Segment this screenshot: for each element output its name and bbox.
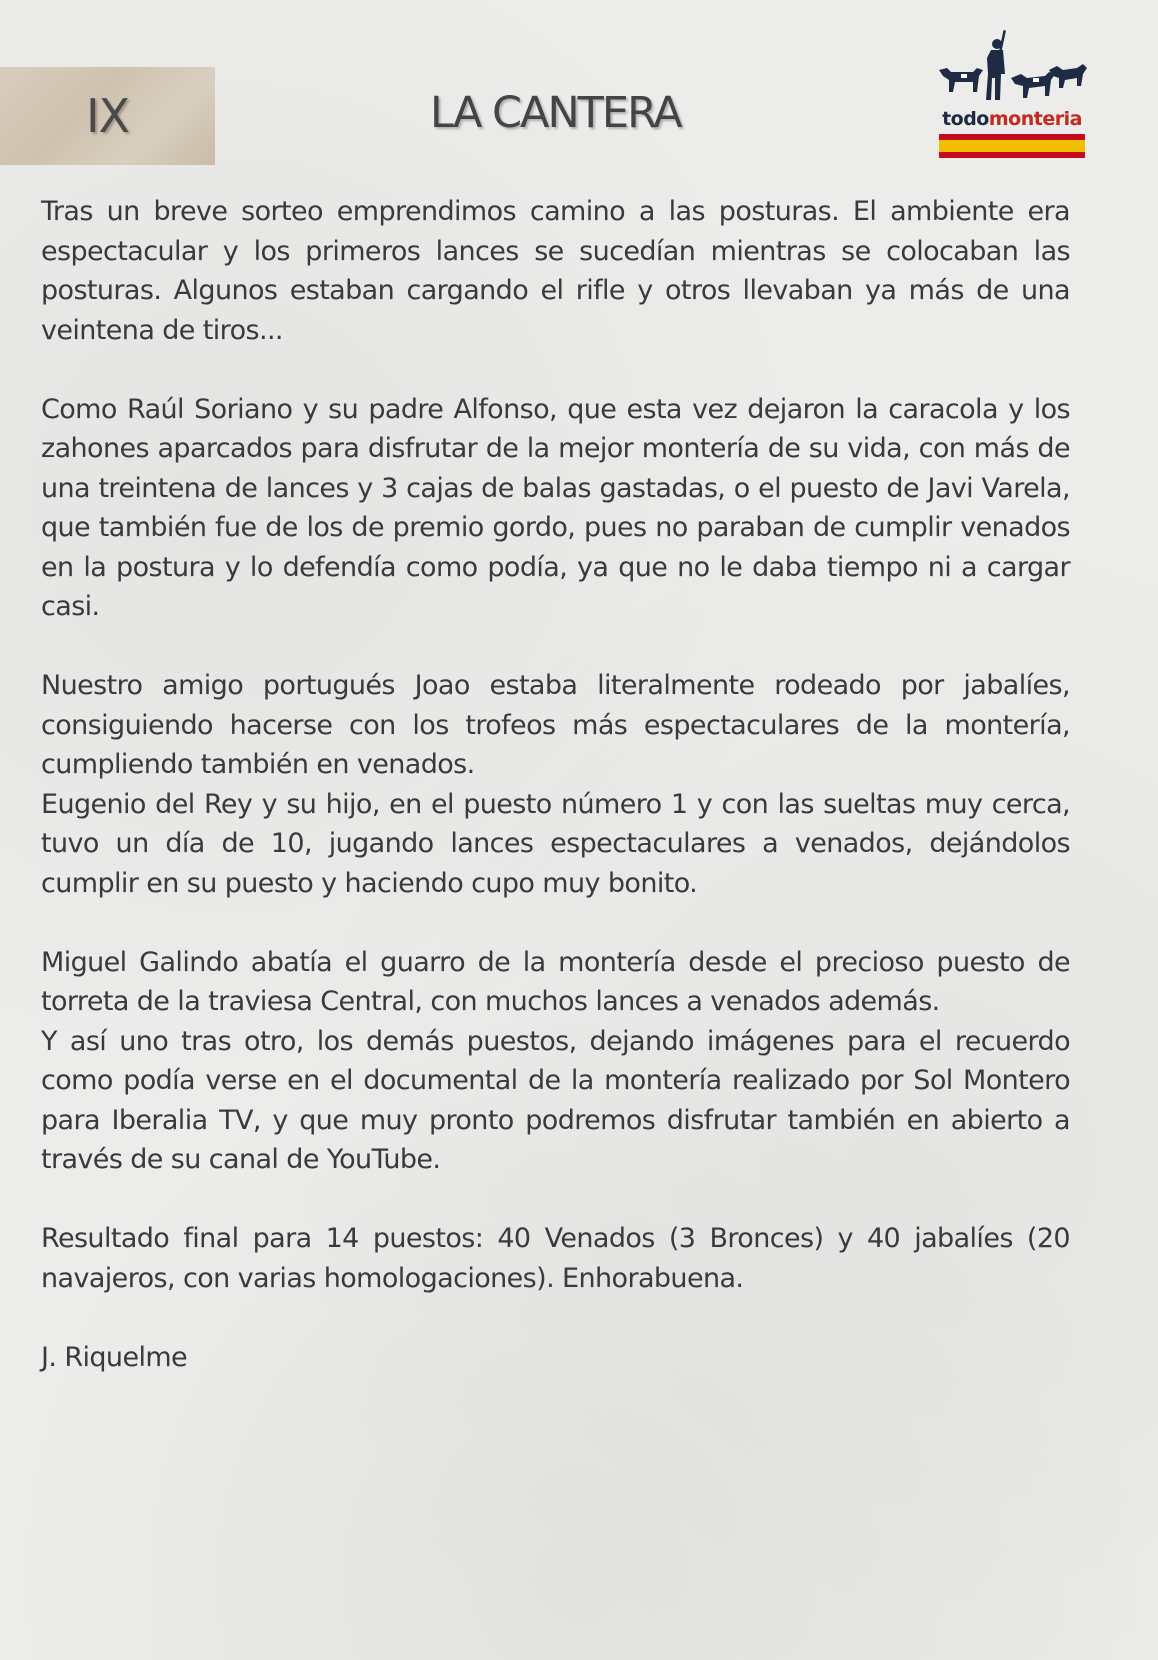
todomonteria-logo: [937, 30, 1087, 162]
paragraph: Como Raúl Soriano y su padre Alfonso, que esta vez dejaron la caracola y los zahones aparcados para disfrutar de la mejor montería de su vida, con más de una treintena de lances y 3 cajas de balas gastadas, o el puesto de Javi Varela, que también fue de los de premio gordo, pues no paraban de cumplir venados en la postura y lo defendía como podía, ya que no le daba tiempo ni a cargar casi.: [41, 393, 1070, 622]
hunter-with-dogs-icon: [937, 30, 1087, 110]
logo-text-monteria: monteria: [988, 108, 1082, 130]
paragraph: Resultado final para 14 puestos: 40 Venados (3 Bronces) y 40 jabalíes (20 navajeros, con varias homologaciones). Enhorabuena.: [41, 1223, 1070, 1294]
spain-flag-icon: [939, 134, 1085, 158]
paragraph: Tras un breve sorteo emprendimos camino a las posturas. El ambiente era espectacular y los primeros lances se sucedían mientras se colocaban las posturas. Algunos estaban cargando el rifle y otros llevaban ya más de una veintena de tiros...: [41, 196, 1070, 346]
article-body: [41, 192, 1070, 1377]
logo-text-todo: todo: [942, 108, 989, 130]
chapter-badge: [0, 67, 215, 165]
author-signature: J. Riquelme: [41, 1341, 188, 1373]
paragraph: Y así uno tras otro, los demás puestos, dejando imágenes para el recuerdo como podía verse en el documental de la montería realizado por Sol Montero para Iberalia TV, y que muy pronto podremos disfrutar también en abierto a través de su canal de YouTube.: [41, 1025, 1070, 1175]
paragraph: Eugenio del Rey y su hijo, en el puesto número 1 y con las sueltas muy cerca, tuvo un día de 10, jugando lances espectaculares a venados, dejándolos cumplir en su puesto y haciendo cupo muy bonito.: [41, 788, 1070, 899]
page-title: LA CANTERA: [430, 88, 681, 138]
paragraph: Miguel Galindo abatía el guarro de la montería desde el precioso puesto de torreta de la traviesa Central, con muchos lances a venados además.: [41, 946, 1070, 1017]
paragraph: Nuestro amigo portugués Joao estaba literalmente rodeado por jabalíes, consiguiendo hacerse con los trofeos más espectaculares de la montería, cumpliendo también en venados.: [41, 670, 1070, 780]
logo-wordmark: [939, 108, 1085, 130]
chapter-number: IX: [85, 89, 130, 143]
